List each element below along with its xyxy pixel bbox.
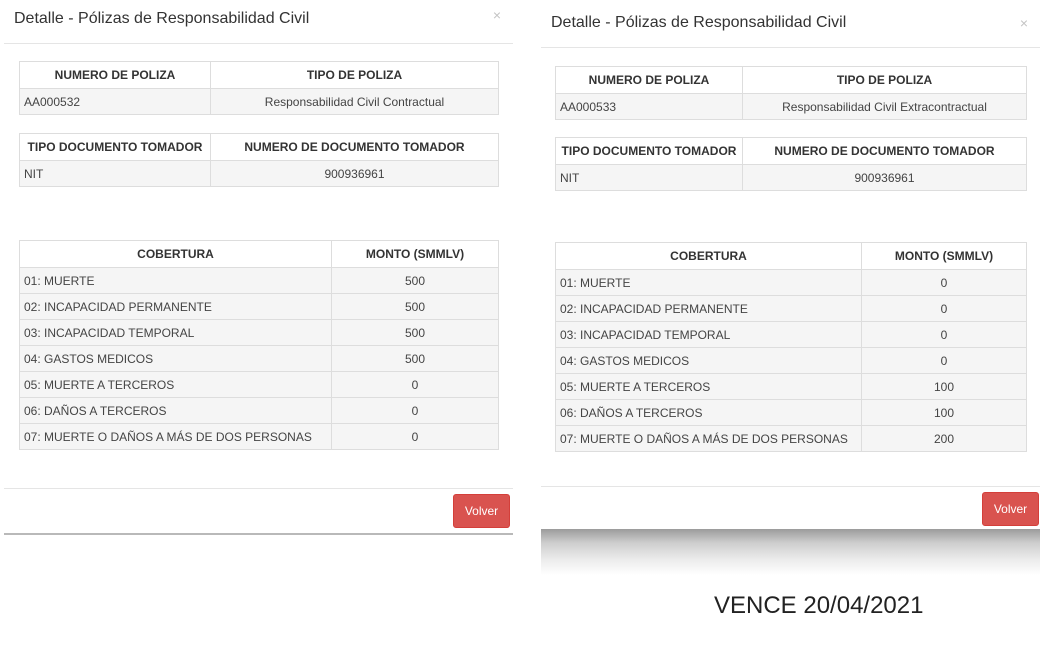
coverage-amount: 500 [332, 294, 499, 320]
coverage-name: 01: MUERTE [556, 270, 862, 296]
policy-detail-modal-right [541, 4, 1040, 529]
table-row [556, 322, 1027, 348]
policy-table [19, 61, 499, 115]
close-icon[interactable]: × [1019, 15, 1028, 31]
volver-button[interactable]: Volver [982, 492, 1039, 526]
table-row [556, 296, 1027, 322]
policy-type: Responsabilidad Civil Contractual [211, 89, 499, 115]
column-header: NUMERO DE DOCUMENTO TOMADOR [211, 134, 499, 161]
policy-type: Responsabilidad Civil Extracontractual [743, 94, 1027, 120]
modal-header [4, 0, 513, 44]
coverage-name: 07: MUERTE O DAÑOS A MÁS DE DOS PERSONAS [20, 424, 332, 450]
coverage-name: 04: GASTOS MEDICOS [556, 348, 862, 374]
modal-shadow [541, 529, 1040, 575]
policy-detail-modal-left [4, 0, 513, 535]
table-row [556, 400, 1027, 426]
table-row [20, 89, 499, 115]
coverage-name: 05: MUERTE A TERCEROS [556, 374, 862, 400]
coverage-amount: 0 [862, 270, 1027, 296]
table-row [556, 270, 1027, 296]
coverage-amount: 0 [862, 348, 1027, 374]
coverage-amount: 500 [332, 320, 499, 346]
table-row [20, 294, 499, 320]
volver-button[interactable]: Volver [453, 494, 510, 528]
policy-table [555, 66, 1027, 120]
coverage-table [19, 240, 499, 450]
modal-header [541, 4, 1040, 48]
table-row [20, 372, 499, 398]
column-header: TIPO DE POLIZA [211, 62, 499, 89]
coverage-amount: 100 [862, 400, 1027, 426]
coverage-name: 03: INCAPACIDAD TEMPORAL [20, 320, 332, 346]
coverage-amount: 0 [332, 424, 499, 450]
coverage-name: 04: GASTOS MEDICOS [20, 346, 332, 372]
holder-document-type: NIT [20, 161, 211, 187]
coverage-name: 02: INCAPACIDAD PERMANENTE [20, 294, 332, 320]
table-row [556, 374, 1027, 400]
coverage-amount: 200 [862, 426, 1027, 452]
coverage-amount: 0 [862, 322, 1027, 348]
column-header: NUMERO DE DOCUMENTO TOMADOR [743, 138, 1027, 165]
holder-table [19, 133, 499, 187]
column-header: COBERTURA [556, 243, 862, 270]
table-row [20, 346, 499, 372]
coverage-amount: 500 [332, 346, 499, 372]
table-row [556, 165, 1027, 191]
column-header: NUMERO DE POLIZA [556, 67, 743, 94]
column-header: TIPO DE POLIZA [743, 67, 1027, 94]
column-header: MONTO (SMMLV) [332, 241, 499, 268]
coverage-name: 01: MUERTE [20, 268, 332, 294]
holder-document-number: 900936961 [743, 165, 1027, 191]
table-row [556, 94, 1027, 120]
coverage-amount: 500 [332, 268, 499, 294]
table-row [556, 348, 1027, 374]
table-row [20, 398, 499, 424]
coverage-name: 06: DAÑOS A TERCEROS [20, 398, 332, 424]
expiry-caption: VENCE 20/04/2021 [714, 592, 924, 619]
modal-footer [541, 486, 1040, 529]
modal-footer [4, 488, 513, 533]
column-header: TIPO DOCUMENTO TOMADOR [20, 134, 211, 161]
column-header: COBERTURA [20, 241, 332, 268]
coverage-name: 06: DAÑOS A TERCEROS [556, 400, 862, 426]
coverage-table [555, 242, 1027, 452]
coverage-name: 05: MUERTE A TERCEROS [20, 372, 332, 398]
table-row [556, 426, 1027, 452]
policy-number: AA000533 [556, 94, 743, 120]
table-row [20, 161, 499, 187]
coverage-amount: 0 [332, 372, 499, 398]
column-header: NUMERO DE POLIZA [20, 62, 211, 89]
coverage-amount: 0 [862, 296, 1027, 322]
coverage-name: 02: INCAPACIDAD PERMANENTE [556, 296, 862, 322]
table-row [20, 320, 499, 346]
coverage-amount: 100 [862, 374, 1027, 400]
column-header: TIPO DOCUMENTO TOMADOR [556, 138, 743, 165]
modal-title: Detalle - Pólizas de Responsabilidad Civil [14, 10, 310, 27]
table-row [20, 424, 499, 450]
policy-number: AA000532 [20, 89, 211, 115]
modal-title: Detalle - Pólizas de Responsabilidad Civil [551, 14, 847, 31]
table-row [20, 268, 499, 294]
coverage-amount: 0 [332, 398, 499, 424]
holder-table [555, 137, 1027, 191]
close-icon[interactable]: × [492, 7, 501, 23]
column-header: MONTO (SMMLV) [862, 243, 1027, 270]
coverage-name: 07: MUERTE O DAÑOS A MÁS DE DOS PERSONAS [556, 426, 862, 452]
holder-document-type: NIT [556, 165, 743, 191]
holder-document-number: 900936961 [211, 161, 499, 187]
coverage-name: 03: INCAPACIDAD TEMPORAL [556, 322, 862, 348]
